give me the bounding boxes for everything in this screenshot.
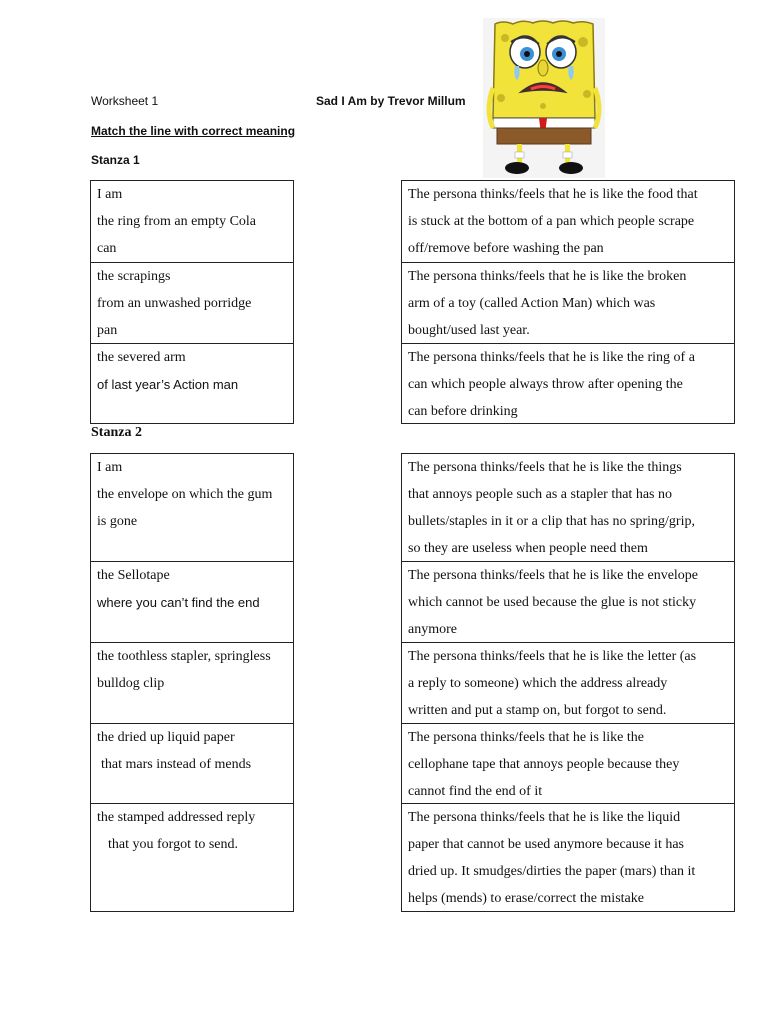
stanza1-meaning-text: is stuck at the bottom of a pan which people scrape — [408, 214, 695, 229]
stanza2-meaning-text: The persona thinks/feels that he is like the liquid — [408, 810, 681, 825]
worksheet-title: Sad I Am by Trevor Millum — [316, 94, 466, 108]
stanza2-meaning-text: The persona thinks/feels that he is like the — [408, 730, 644, 745]
stanza1-meaning-box-2 — [401, 262, 735, 344]
stanza2-meaning-text: written and put a stamp on, but forgot to send. — [408, 703, 667, 718]
stanza2-meaning-box-1 — [401, 453, 735, 562]
stanza1-line-text: from an unwashed porridge — [97, 296, 252, 311]
stanza2-line-box-4 — [90, 723, 294, 804]
instruction-text: Match the line with correct meaning — [91, 124, 296, 138]
stanza2-meaning-text: The persona thinks/feels that he is like the letter (as — [408, 649, 697, 664]
stanza2-line-text: is gone — [97, 514, 138, 529]
stanza-2-heading: Stanza 2 — [91, 425, 142, 440]
stanza2-meaning-text: helps (mends) to erase/correct the mistake — [408, 891, 644, 906]
stanza1-line-text: of last year’s Action man — [97, 377, 239, 392]
stanza1-line-box-2 — [90, 262, 294, 344]
stanza2-line-box-3 — [90, 642, 294, 724]
worksheet-label: Worksheet 1 — [91, 94, 159, 108]
stanza2-meaning-box-2 — [401, 561, 735, 643]
stanza1-line-text: I am — [97, 187, 123, 202]
stanza2-line-text: that mars instead of mends — [101, 757, 252, 772]
stanza2-line-text: the stamped addressed reply — [97, 810, 256, 825]
crying-sponge-picture — [483, 18, 605, 178]
stanza2-meaning-text: that annoys people such as a stapler that has no — [408, 487, 672, 502]
stanza1-line-text: the severed arm — [97, 350, 186, 365]
stanza1-line-box-3 — [90, 343, 294, 424]
stanza2-meaning-text: which cannot be used because the glue is not sticky — [408, 595, 697, 610]
stanza2-line-text: I am — [97, 460, 123, 475]
stanza2-meaning-box-5 — [401, 803, 735, 912]
stanza2-line-text: where you can’t find the end — [97, 595, 260, 610]
stanza2-meaning-text: anymore — [408, 622, 457, 637]
stanza1-meaning-text: off/remove before washing the pan — [408, 241, 604, 256]
stanza1-meaning-box-1 — [401, 180, 735, 263]
stanza1-meaning-text: arm of a toy (called Action Man) which was — [408, 296, 656, 311]
stanza2-meaning-text: a reply to someone) which the address already — [408, 676, 668, 691]
stanza2-meaning-text: cannot find the end of it — [408, 784, 543, 799]
stanza2-meaning-text: cellophane tape that annoys people because they — [408, 757, 680, 772]
stanza2-line-text: that you forgot to send. — [108, 837, 239, 852]
stanza2-meaning-box-3 — [401, 642, 735, 724]
stanza2-line-text: the envelope on which the gum — [97, 487, 273, 502]
stanza2-line-text: bulldog clip — [97, 676, 165, 691]
stanza2-line-text: the dried up liquid paper — [97, 730, 235, 745]
stanza1-meaning-text: The persona thinks/feels that he is like the food that — [408, 187, 698, 202]
stanza1-meaning-text: can before drinking — [408, 404, 518, 419]
stanza2-line-text: the Sellotape — [97, 568, 170, 583]
stanza1-line-text: pan — [97, 323, 118, 338]
stanza2-line-box-2 — [90, 561, 294, 643]
stanza2-meaning-text: The persona thinks/feels that he is like the things — [408, 460, 682, 475]
stanza1-meaning-box-3 — [401, 343, 735, 424]
stanza1-meaning-text: can which people always throw after opening the — [408, 377, 683, 392]
stanza2-meaning-box-4 — [401, 723, 735, 804]
stanza1-meaning-text: The persona thinks/feels that he is like the broken — [408, 269, 687, 284]
stanza1-line-text: the scrapings — [97, 269, 171, 284]
stanza2-meaning-text: so they are useless when people need them — [408, 541, 648, 556]
stanza1-line-text: can — [97, 241, 117, 256]
stanza1-line-text: the ring from an empty Cola — [97, 214, 257, 229]
stanza2-meaning-text: paper that cannot be used anymore because it has — [408, 837, 685, 852]
stanza1-meaning-text: The persona thinks/feels that he is like the ring of a — [408, 350, 695, 365]
stanza-1-heading: Stanza 1 — [91, 153, 140, 167]
stanza1-line-box-1 — [90, 180, 294, 263]
stanza2-meaning-text: The persona thinks/feels that he is like the envelope — [408, 568, 699, 583]
stanza2-line-box-5 — [90, 803, 294, 912]
stanza1-meaning-text: bought/used last year. — [408, 323, 530, 338]
stanza2-line-text: the toothless stapler, springless — [97, 649, 271, 664]
stanza2-meaning-text: bullets/staples in it or a clip that has no spring/grip, — [408, 514, 695, 529]
stanza2-line-box-1 — [90, 453, 294, 562]
stanza2-meaning-text: dried up. It smudges/dirties the paper (mars) than it — [408, 864, 696, 879]
